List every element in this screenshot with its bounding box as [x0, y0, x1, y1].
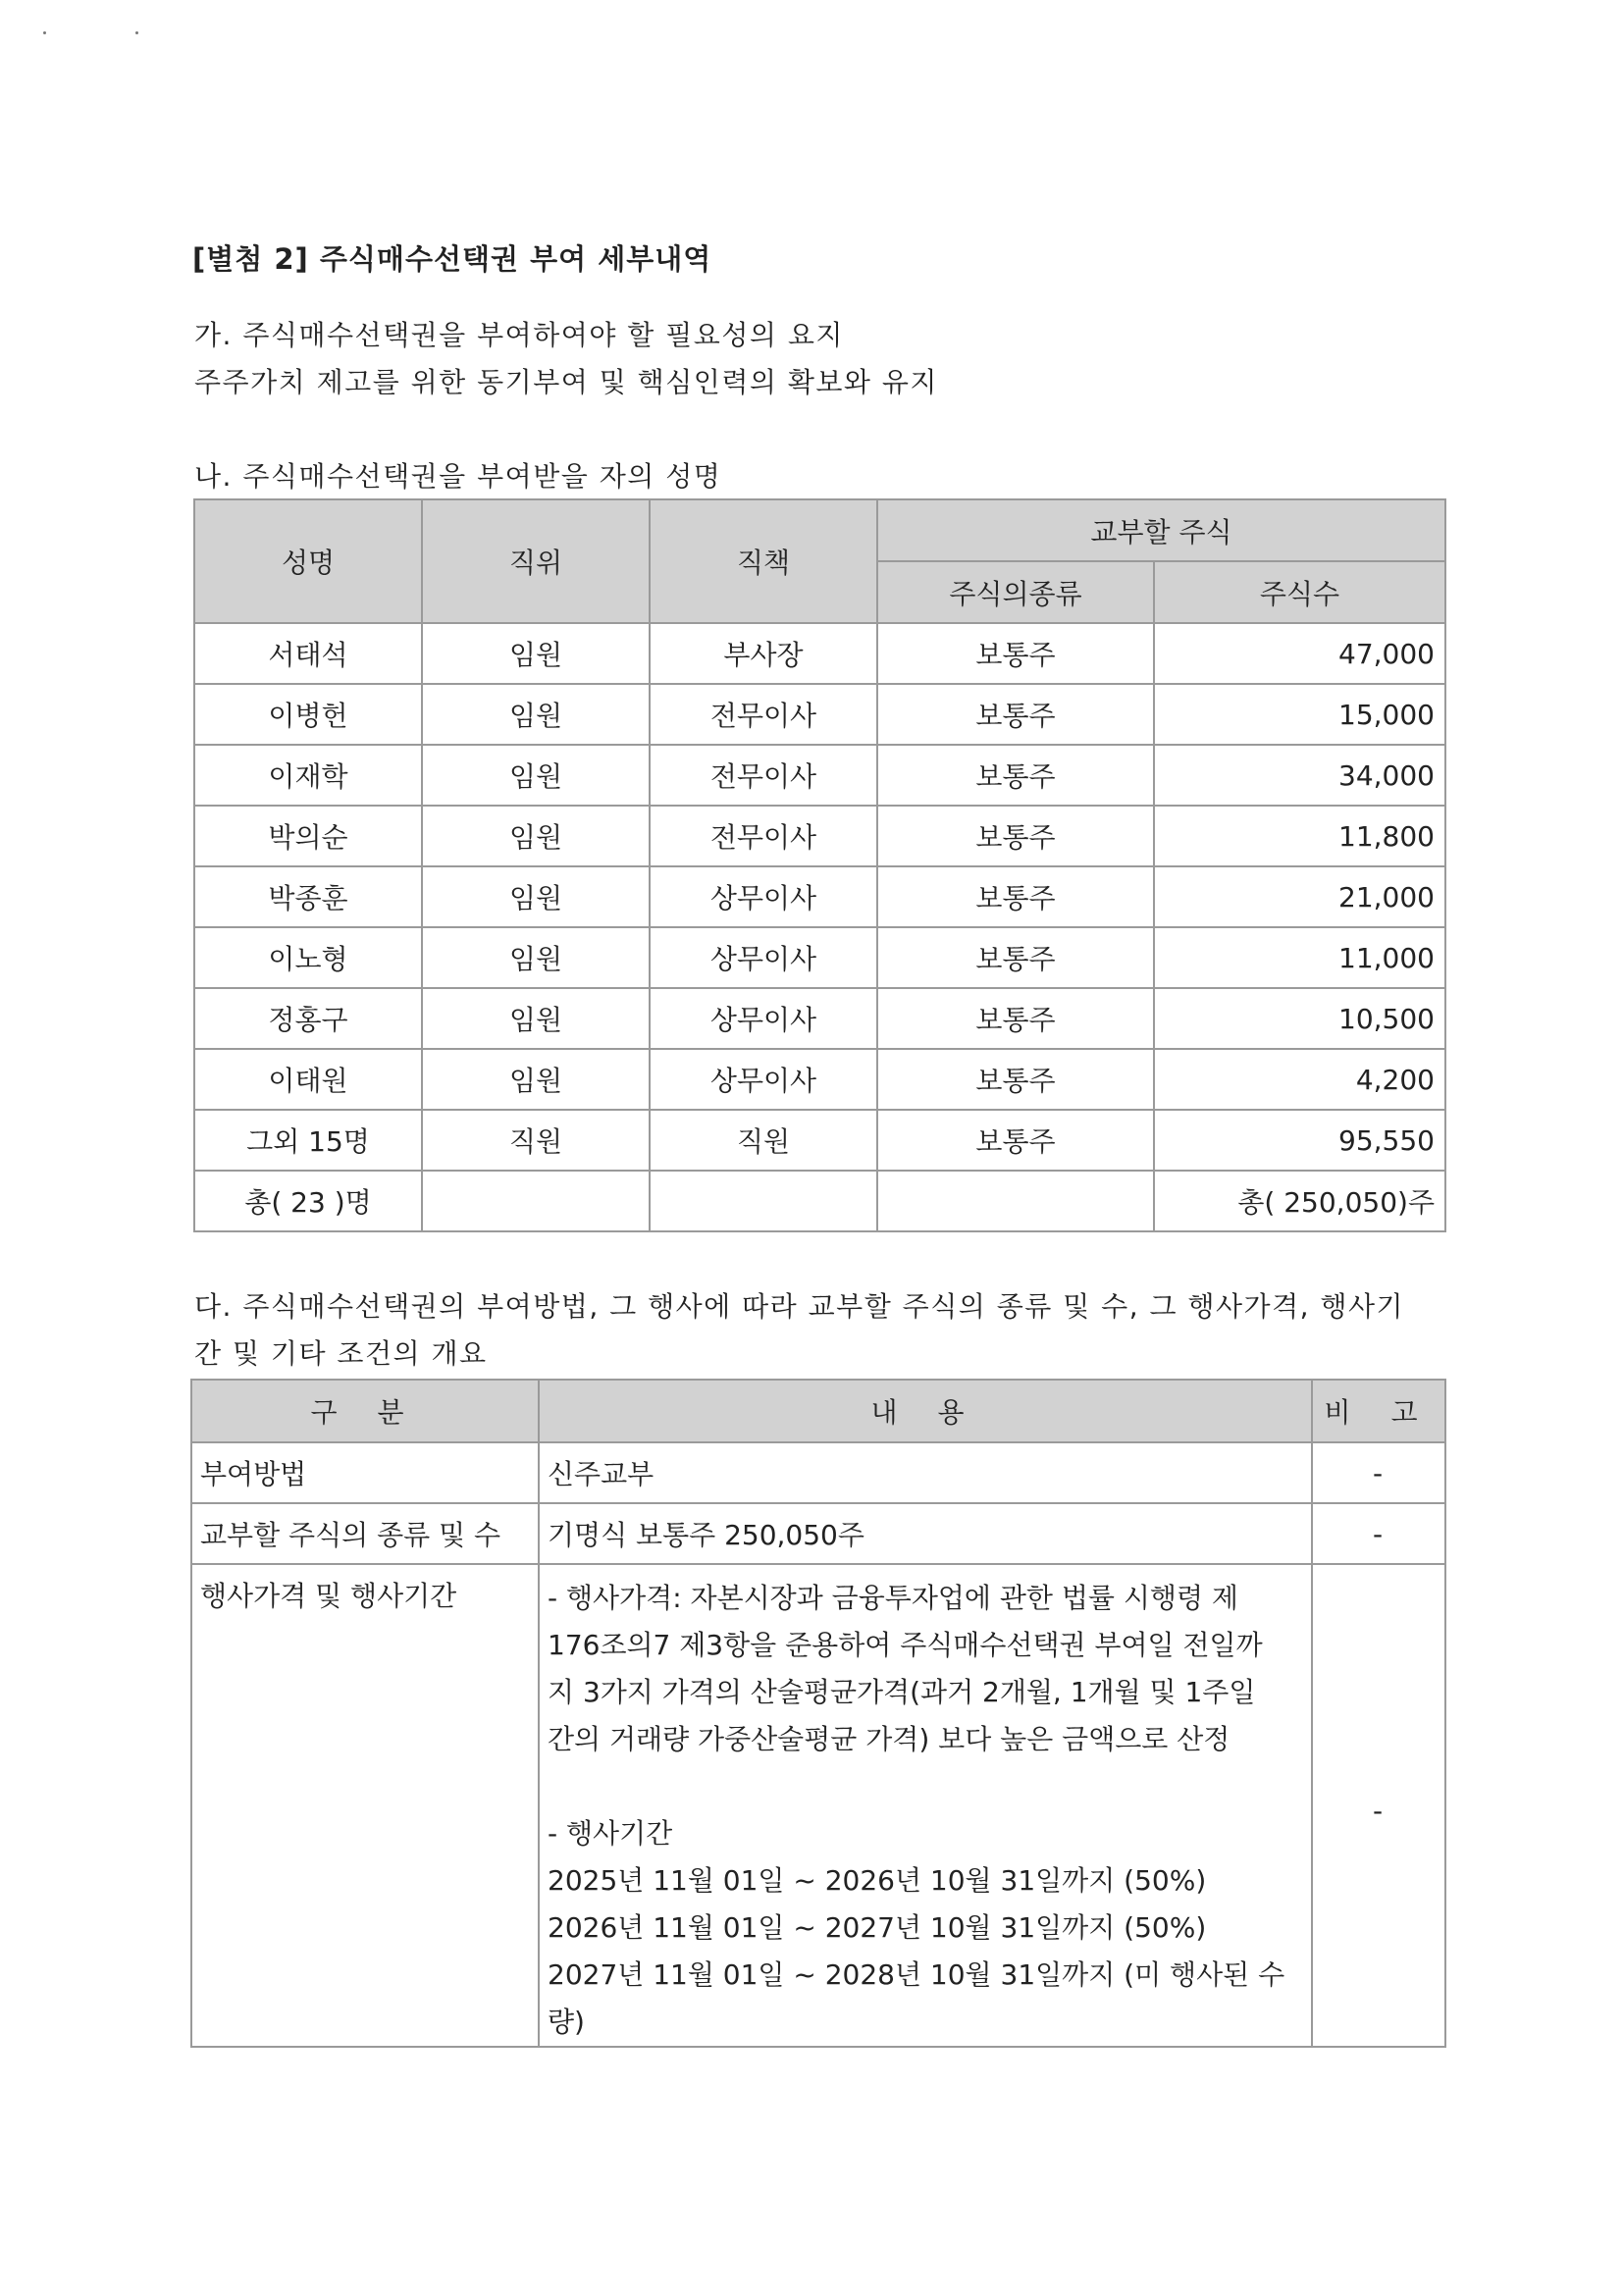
grantee-row [194, 866, 1445, 927]
grantee-total-row [194, 1171, 1445, 1231]
grantee-position: 임원 [422, 927, 650, 988]
grantee-title: 상무이사 [650, 866, 877, 927]
total-persons: 총( 23 )명 [194, 1171, 422, 1231]
grantee-title: 전무이사 [650, 745, 877, 806]
exercise-price-line: 간의 거래량 가중산술평균 가격) 보다 높은 금액으로 산정 [548, 1723, 1230, 1755]
header-name: 성명 [194, 499, 422, 623]
terms-row-grant-method [191, 1442, 1445, 1503]
grantee-name: 이병헌 [194, 684, 422, 745]
grantee-title: 직원 [650, 1110, 877, 1171]
total-shares: 총( 250,050)주 [1154, 1171, 1445, 1231]
grantee-title: 상무이사 [650, 988, 877, 1049]
grantee-position: 임원 [422, 684, 650, 745]
grantee-share-type: 보통주 [877, 745, 1154, 806]
grantee-share-type: 보통주 [877, 623, 1154, 684]
header-position: 직위 [422, 499, 650, 623]
grant-method-category: 부여방법 [191, 1442, 539, 1503]
grantee-title: 전무이사 [650, 806, 877, 866]
grant-method-note: - [1312, 1442, 1445, 1503]
terms-row-exercise [191, 1564, 1445, 2047]
section-da-heading-line1: 다. 주식매수선택권의 부여방법, 그 행사에 따라 교부할 주식의 종류 및 수, 그 행사가격, 행사기 [194, 1290, 1405, 1323]
grantee-row [194, 1110, 1445, 1171]
grantee-share-count: 11,000 [1154, 927, 1445, 988]
grantee-share-type: 보통주 [877, 684, 1154, 745]
grantee-share-count: 11,800 [1154, 806, 1445, 866]
grantee-position: 직원 [422, 1110, 650, 1171]
section-ga-heading: 가. 주식매수선택권을 부여하여야 할 필요성의 요지 [194, 319, 844, 351]
header-content: 내 용 [539, 1380, 1312, 1442]
grantee-position: 임원 [422, 988, 650, 1049]
header-category: 구 분 [191, 1380, 539, 1442]
exercise-period-line: 2026년 11월 01일 ~ 2027년 10월 31일까지 (50%) [548, 1911, 1207, 1944]
header-title: 직책 [650, 499, 877, 623]
grantee-name: 박종훈 [194, 866, 422, 927]
attachment-title: [별첨 2] 주식매수선택권 부여 세부내역 [192, 242, 712, 276]
grantee-title: 부사장 [650, 623, 877, 684]
section-na-heading: 나. 주식매수선택권을 부여받을 자의 성명 [194, 460, 722, 493]
total-empty-cell [877, 1171, 1154, 1231]
grantee-row [194, 927, 1445, 988]
terms-table [190, 1379, 1446, 2048]
share-type-content: 기명식 보통주 250,050주 [539, 1503, 1312, 1564]
grantee-share-count: 15,000 [1154, 684, 1445, 745]
exercise-period-line: 2025년 11월 01일 ~ 2026년 10월 31일까지 (50%) [548, 1864, 1207, 1897]
grantee-row [194, 745, 1445, 806]
grantee-share-count: 95,550 [1154, 1110, 1445, 1171]
grantee-title: 전무이사 [650, 684, 877, 745]
exercise-price-line: 176조의7 제3항을 준용하여 주식매수선택권 부여일 전일까 [548, 1629, 1263, 1661]
grantee-title: 상무이사 [650, 1049, 877, 1110]
grantee-share-count: 47,000 [1154, 623, 1445, 684]
exercise-period-label: - 행사기간 [548, 1817, 673, 1850]
grantee-position: 임원 [422, 866, 650, 927]
header-share-type: 주식의종류 [877, 561, 1154, 623]
grantee-name: 이재학 [194, 745, 422, 806]
grantee-share-type: 보통주 [877, 927, 1154, 988]
total-empty-cell [650, 1171, 877, 1231]
grantee-name: 이노형 [194, 927, 422, 988]
grantee-share-type: 보통주 [877, 866, 1154, 927]
share-type-category: 교부할 주식의 종류 및 수 [191, 1503, 539, 1564]
grantee-name: 이태원 [194, 1049, 422, 1110]
grantee-name: 정홍구 [194, 988, 422, 1049]
terms-table-header [191, 1380, 1445, 1442]
exercise-period-line: 량) [548, 2006, 585, 2038]
grantee-position: 임원 [422, 745, 650, 806]
grantee-share-type: 보통주 [877, 988, 1154, 1049]
grantee-share-type: 보통주 [877, 1049, 1154, 1110]
grantee-share-count: 21,000 [1154, 866, 1445, 927]
grantee-row [194, 684, 1445, 745]
grantee-share-type: 보통주 [877, 1110, 1154, 1171]
exercise-note: - [1312, 1564, 1445, 2047]
grantee-row [194, 623, 1445, 684]
exercise-category: 행사가격 및 행사기간 [191, 1564, 539, 2047]
grantee-name: 서태석 [194, 623, 422, 684]
grantee-name: 그외 15명 [194, 1110, 422, 1171]
grantee-share-count: 4,200 [1154, 1049, 1445, 1110]
share-type-note: - [1312, 1503, 1445, 1564]
grant-method-content: 신주교부 [539, 1442, 1312, 1503]
section-da-heading-line2: 간 및 기타 조건의 개요 [194, 1337, 488, 1370]
grantee-row [194, 1049, 1445, 1110]
exercise-period-line: 2027년 11월 01일 ~ 2028년 10월 31일까지 (미 행사된 수 [548, 1958, 1285, 1991]
exercise-content [539, 1564, 1312, 2047]
section-ga-body: 주주가치 제고를 위한 동기부여 및 핵심인력의 확보와 유지 [194, 366, 938, 398]
header-note: 비 고 [1312, 1380, 1445, 1442]
exercise-price-line: 지 3가지 가격의 산술평균가격(과거 2개월, 1개월 및 1주일 [548, 1676, 1256, 1708]
grantee-position: 임원 [422, 806, 650, 866]
grantee-table-header [194, 499, 1445, 561]
total-empty-cell [422, 1171, 650, 1231]
grantee-position: 임원 [422, 1049, 650, 1110]
line-gap [548, 1763, 1301, 1810]
exercise-price-line: - 행사가격: 자본시장과 금융투자업에 관한 법률 시행령 제 [548, 1582, 1238, 1614]
terms-row-share-type [191, 1503, 1445, 1564]
grantee-share-type: 보통주 [877, 806, 1154, 866]
header-share-count: 주식수 [1154, 561, 1445, 623]
grantee-share-count: 10,500 [1154, 988, 1445, 1049]
grantee-row [194, 806, 1445, 866]
grantee-share-count: 34,000 [1154, 745, 1445, 806]
header-grant-group: 교부할 주식 [877, 499, 1445, 561]
grantee-title: 상무이사 [650, 927, 877, 988]
grantee-row [194, 988, 1445, 1049]
grantee-table [193, 498, 1446, 1232]
grantee-position: 임원 [422, 623, 650, 684]
grantee-name: 박의순 [194, 806, 422, 866]
